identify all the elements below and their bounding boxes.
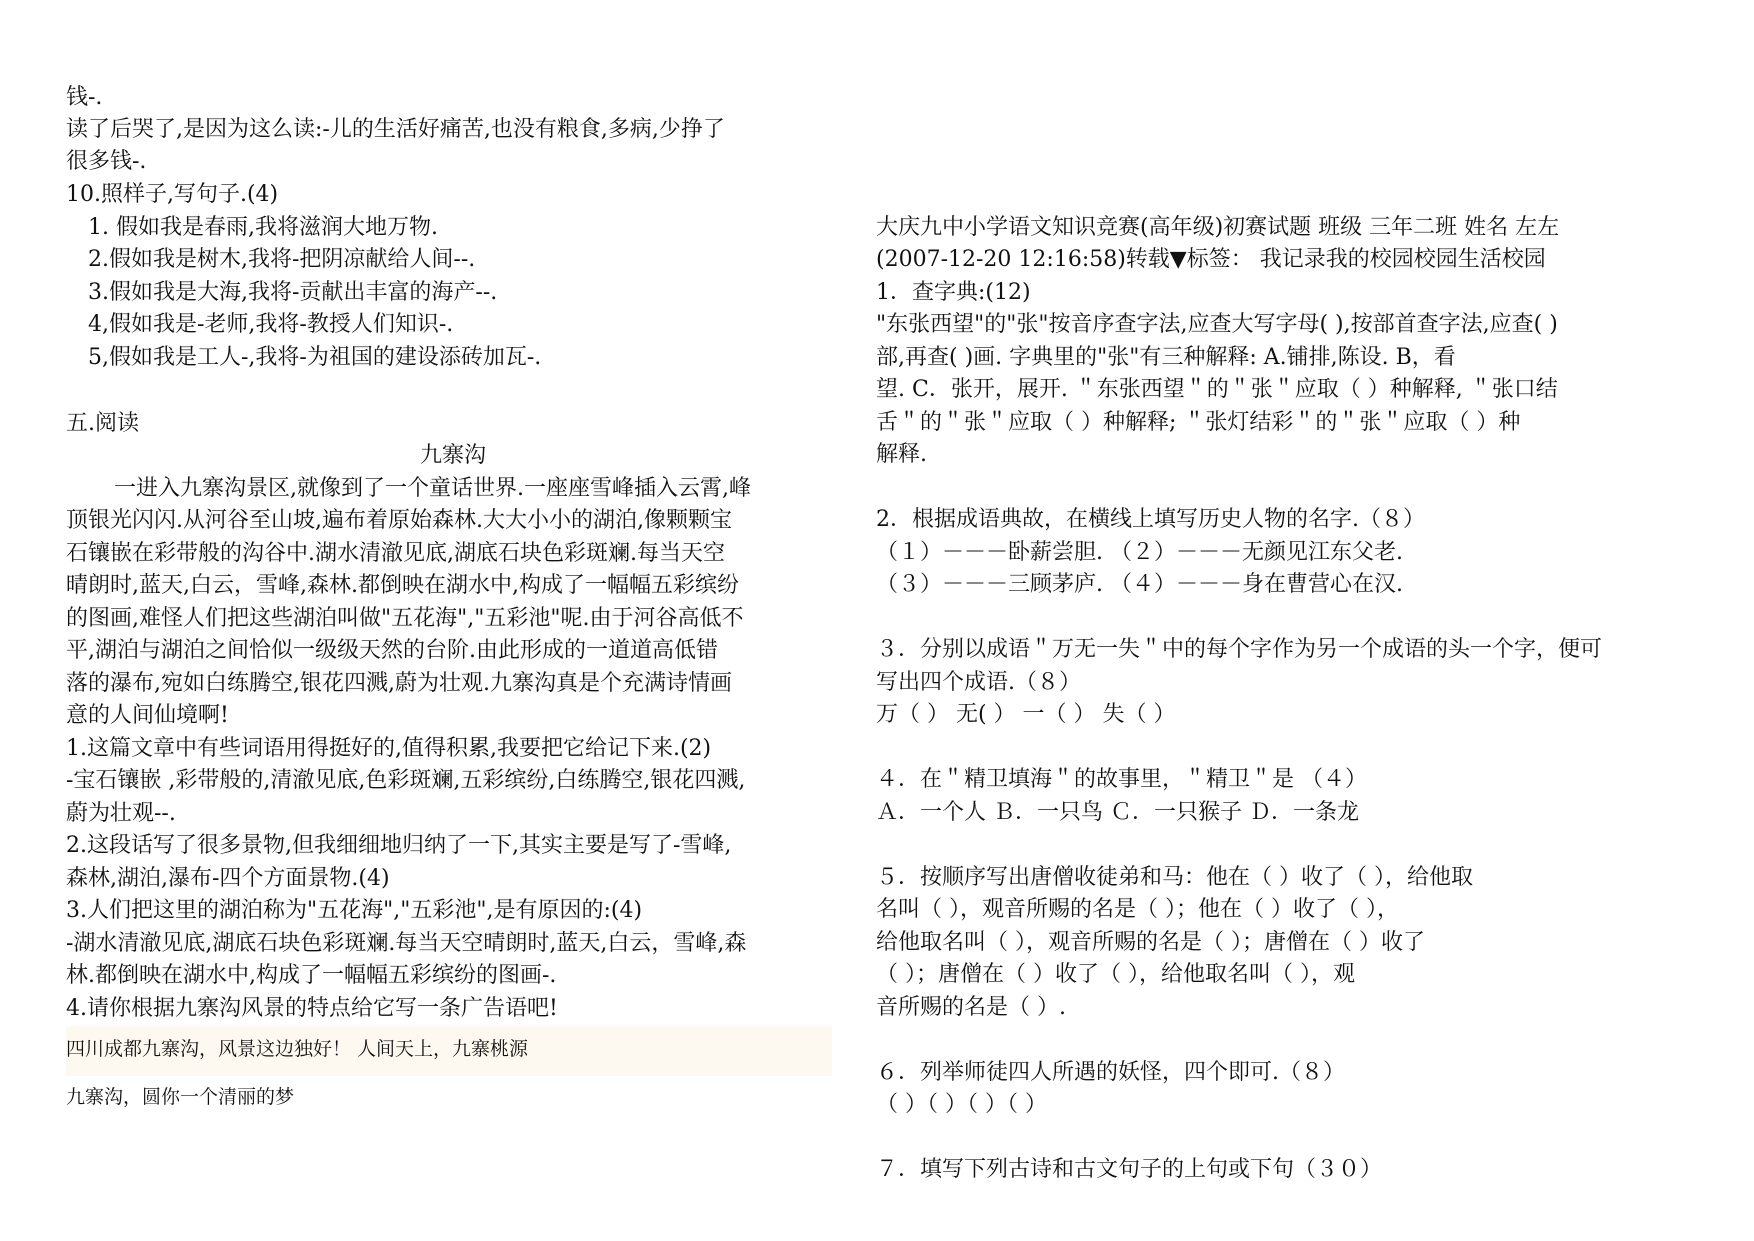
question-line: （３）－－－三顾茅庐. （４）－－－身在曹营心在汉. <box>876 572 1403 597</box>
question-line: 4.请你根据九寨沟风景的特点给它写一条广告语吧! <box>66 996 558 1021</box>
passage-line: 的图画,难怪人们把这些湖泊叫做"五花海","五彩池"呢.由于河谷高低不 <box>66 606 744 631</box>
question-line: （ ）（ ）（ ）（ ） <box>876 1092 1047 1117</box>
slogan-line: 九寨沟，圆你一个清丽的梦 <box>66 1086 295 1108</box>
question-line: 给他取名叫（ ），观音所赐的名是（ ）；唐僧在（ ）收了 <box>876 930 1425 955</box>
question-heading: ７．填写下列古诗和古文句子的上句或下句（３０） <box>876 1157 1383 1182</box>
text-line: 很多钱-. <box>66 149 147 174</box>
question-heading: ５．按顺序写出唐僧收徒弟和马：他在（ ）收了（ ），给他取 <box>876 865 1473 890</box>
question-line: 望. C．张开，展开. ＂东张西望＂的＂张＂应取（ ）种解释, ＂张口结 <box>876 377 1558 402</box>
text-line: 4,假如我是-老师,我将-教授人们知识-. <box>88 312 454 337</box>
passage-line: 落的瀑布,宛如白练腾空,银花四溅,蔚为壮观.九寨沟真是个充满诗情画 <box>66 671 732 696</box>
slogan-line: 四川成都九寨沟，风景这边独好！ 人间天上，九寨桃源 <box>66 1038 529 1060</box>
question-line: 森林,湖泊,瀑布-四个方面景物.(4) <box>66 866 390 891</box>
text-line: 钱-. <box>66 85 103 110</box>
question-line: "东张西望"的"张"按音序查字法,应查大写字母( ),按部首查字法,应查( ) <box>876 312 1558 337</box>
question-line: 解释. <box>876 442 927 467</box>
passage-line: 石镶嵌在彩带般的沟谷中.湖水清澈见底,湖底石块色彩斑斓.每当天空 <box>66 541 725 566</box>
question-line: 名叫（ ），观音所赐的名是（ ）；他在（ ）收了（ ）， <box>876 897 1399 922</box>
question-line: （１）－－－卧薪尝胆. （２）－－－无颜见江东父老. <box>876 540 1403 565</box>
passage-line: 意的人间仙境啊! <box>66 703 229 728</box>
question-line: 音所赐的名是（ ）. <box>876 995 1066 1020</box>
question-line: 3.人们把这里的湖泊称为"五花海","五彩池",是有原因的:(4) <box>66 898 643 923</box>
question-line: 万（ ） 无( ） 一（ ） 失（ ） <box>876 702 1176 727</box>
text-line: 5,假如我是工人-,我将-为祖国的建设添砖加瓦-. <box>88 345 542 370</box>
passage-line: 晴朗时,蓝天,白云，雪峰,森林.都倒映在湖水中,构成了一幅幅五彩缤纷 <box>66 573 739 598</box>
exam-title: 大庆九中小学语文知识竞赛(高年级)初赛试题 班级 三年二班 姓名 左左 <box>876 215 1560 240</box>
text-line: 读了后哭了,是因为这么读:-儿的生活好痛苦,也没有粮食,多病,少挣了 <box>66 117 725 142</box>
question-heading: 1．查字典:(12) <box>876 280 1031 305</box>
question-line: 1.这篇文章中有些词语用得挺好的,值得积累,我要把它给记下来.(2) <box>66 736 712 761</box>
question-heading: ６．列举师徒四人所遇的妖怪，四个即可.（８） <box>876 1060 1345 1085</box>
slogan-answer-box <box>66 1026 832 1076</box>
post-meta: (2007-12-20 12:16:58)转载▼标签： 我记录我的校园校园生活校园 <box>876 247 1546 272</box>
passage-line: 顶银光闪闪.从河谷至山坡,遍布着原始森林.大大小小的湖泊,像颗颗宝 <box>66 508 732 533</box>
text-line: 1. 假如我是春雨,我将滋润大地万物. <box>88 215 438 240</box>
question-heading: ３．分别以成语＂万无一失＂中的每个字作为另一个成语的头一个字，便可 <box>876 637 1603 662</box>
passage-line: 平,湖泊与湖泊之间恰似一级级天然的台阶.由此形成的一道道高低错 <box>66 638 718 663</box>
answer-line: -湖水清澈见底,湖底石块色彩斑斓.每当天空晴朗时,蓝天,白云，雪峰,森 <box>66 931 747 956</box>
question-line: 舌＂的＂张＂应取（ ）种解释; ＂张灯结彩＂的＂张＂应取（ ）种 <box>876 410 1521 435</box>
text-line: 2.假如我是树木,我将-把阴凉献给人间--. <box>88 247 476 272</box>
question-line: 部,再查( )画. 字典里的"张"有三种解释: A.铺排,陈设. B，看 <box>876 345 1456 370</box>
question-heading: 2．根据成语典故，在横线上填写历史人物的名字.（８） <box>876 507 1425 532</box>
question-line: 2.这段话写了很多景物,但我细细地归纳了一下,其实主要是写了-雪峰, <box>66 833 732 858</box>
answer-line: 林.都倒映在湖水中,构成了一幅幅五彩缤纷的图画-. <box>66 963 557 988</box>
section-heading: 五.阅读 <box>66 411 139 436</box>
question-heading: ４．在＂精卫填海＂的故事里，＂精卫＂是 （４） <box>876 767 1367 792</box>
question-line: （ ）；唐僧在（ ）收了（ ），给他取名叫（ ），观 <box>876 962 1355 987</box>
text-line: 3.假如我是大海,我将-贡献出丰富的海产--. <box>88 280 498 305</box>
answer-line: -宝石镶嵌 ,彩带般的,清澈见底,色彩斑斓,五彩缤纷,白练腾空,银花四溅, <box>66 768 746 793</box>
answer-line: 蔚为壮观--. <box>66 801 176 826</box>
question-line: 写出四个成语.（８） <box>876 670 1081 695</box>
passage-title: 九寨沟 <box>419 443 486 468</box>
passage-line: 一进入九寨沟景区,就像到了一个童话世界.一座座雪峰插入云霄,峰 <box>114 476 751 501</box>
question-heading: 10.照样子,写句子.(4) <box>66 182 279 207</box>
question-line: Ａ．一个人 Ｂ．一只鸟 Ｃ．一只猴子 Ｄ．一条龙 <box>876 800 1359 825</box>
